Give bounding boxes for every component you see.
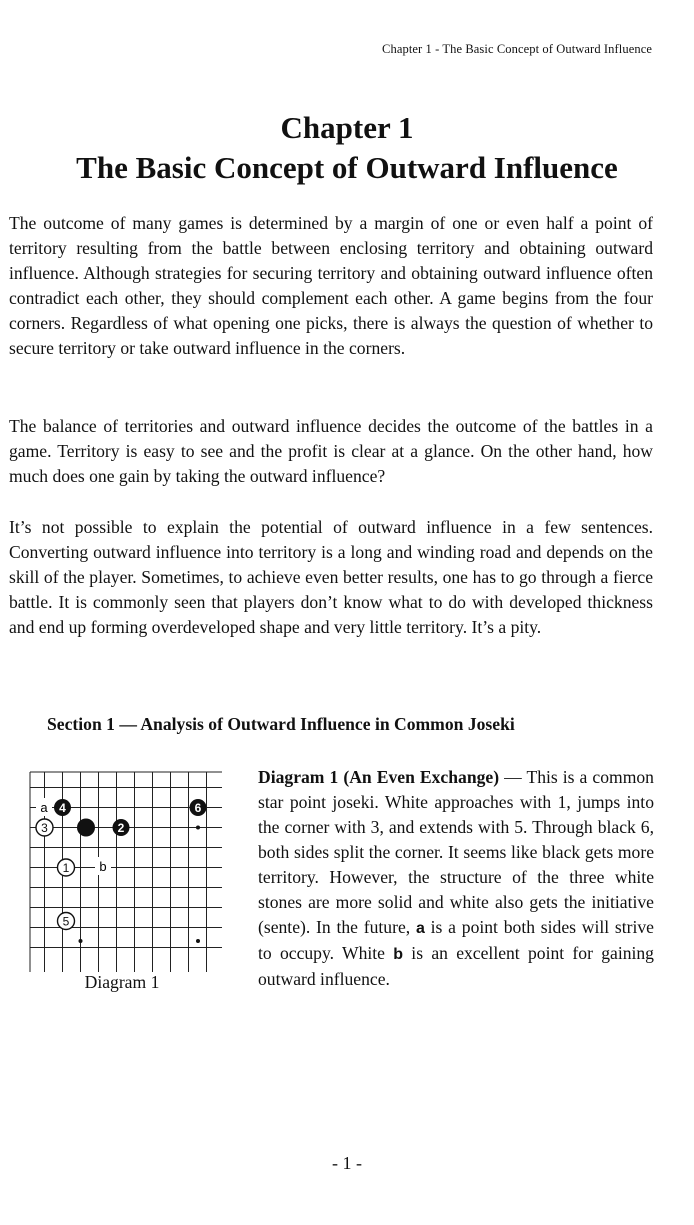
intro-paragraph-3: It’s not possible to explain the potential of outward influence in a few sentences. Converting outward influence into territory is a long and winding road and depends on the skill of the player. Sometimes, to achieve even better results, one has to go through a fierce battle. It is commonly seen that players don’t know what to do with developed thickness and end up forming overdeveloped shape and very little territory. It’s a pity. [9,517,653,637]
commentary-text-2: is a point both sides will strive to occupy. White [258,917,654,963]
diagram-caption: Diagram 1 [84,972,160,992]
point-label-a: a [40,800,48,815]
stone-label-4: 4 [59,801,66,815]
chapter-number: Chapter 1 [280,110,414,145]
chapter-name: The Basic Concept of Outward Influence [76,150,618,185]
star-points [79,826,201,944]
intro-paragraph-2: The balance of territories and outward influence decides the outcome of the battles in a game. Territory is easy to see and the profit is clear at a glance. On the other hand, how much does one gain by taking the outward influence? [9,416,653,486]
intro-paragraph-1: The outcome of many games is determined by a margin of one or even half a point of territory resulting from the battle between enclosing territory and obtaining outward influence. Although strategies for securing territory and obtaining outward influence often contradict each other, they should complement each other. A game begins from the four corners. Regardless of what opening one picks, there is always the question of whether to secure territory or take outward influence in the corners. [9,213,653,358]
diagram-commentary [258,765,654,992]
black-stone-corner [77,819,95,837]
stone-label-3: 3 [41,821,48,835]
commentary-point-a: a [415,920,425,937]
commentary-lead: Diagram 1 (An Even Exchange) [258,767,500,787]
stone-label-6: 6 [194,801,202,815]
stone-label-2: 2 [117,821,125,835]
running-header: Chapter 1 - The Basic Concept of Outward Influence [382,42,652,56]
go-board-diagram [22,764,232,974]
stone-label-1: 1 [62,861,70,875]
stone-label-5: 5 [62,914,70,929]
section-heading: Section 1 — Analysis of Outward Influence in Common Joseki [47,714,515,734]
chapter-title [0,108,694,188]
page-number: - 1 - [332,1153,362,1173]
commentary-text-1: — This is a common star point joseki. White approaches with 1, jumps into the corner with 3, and extends with 5. Through black 6, both sides split the corner. It seems like black gets more territory. However, the structure of the three white stones are more solid and white also gets the initiative (sente). In the future, [258,767,654,937]
commentary-point-b: b [393,946,404,963]
commentary-text-3: is an excellent point for gaining outward influence. [258,943,654,989]
point-label-b: b [99,859,107,874]
